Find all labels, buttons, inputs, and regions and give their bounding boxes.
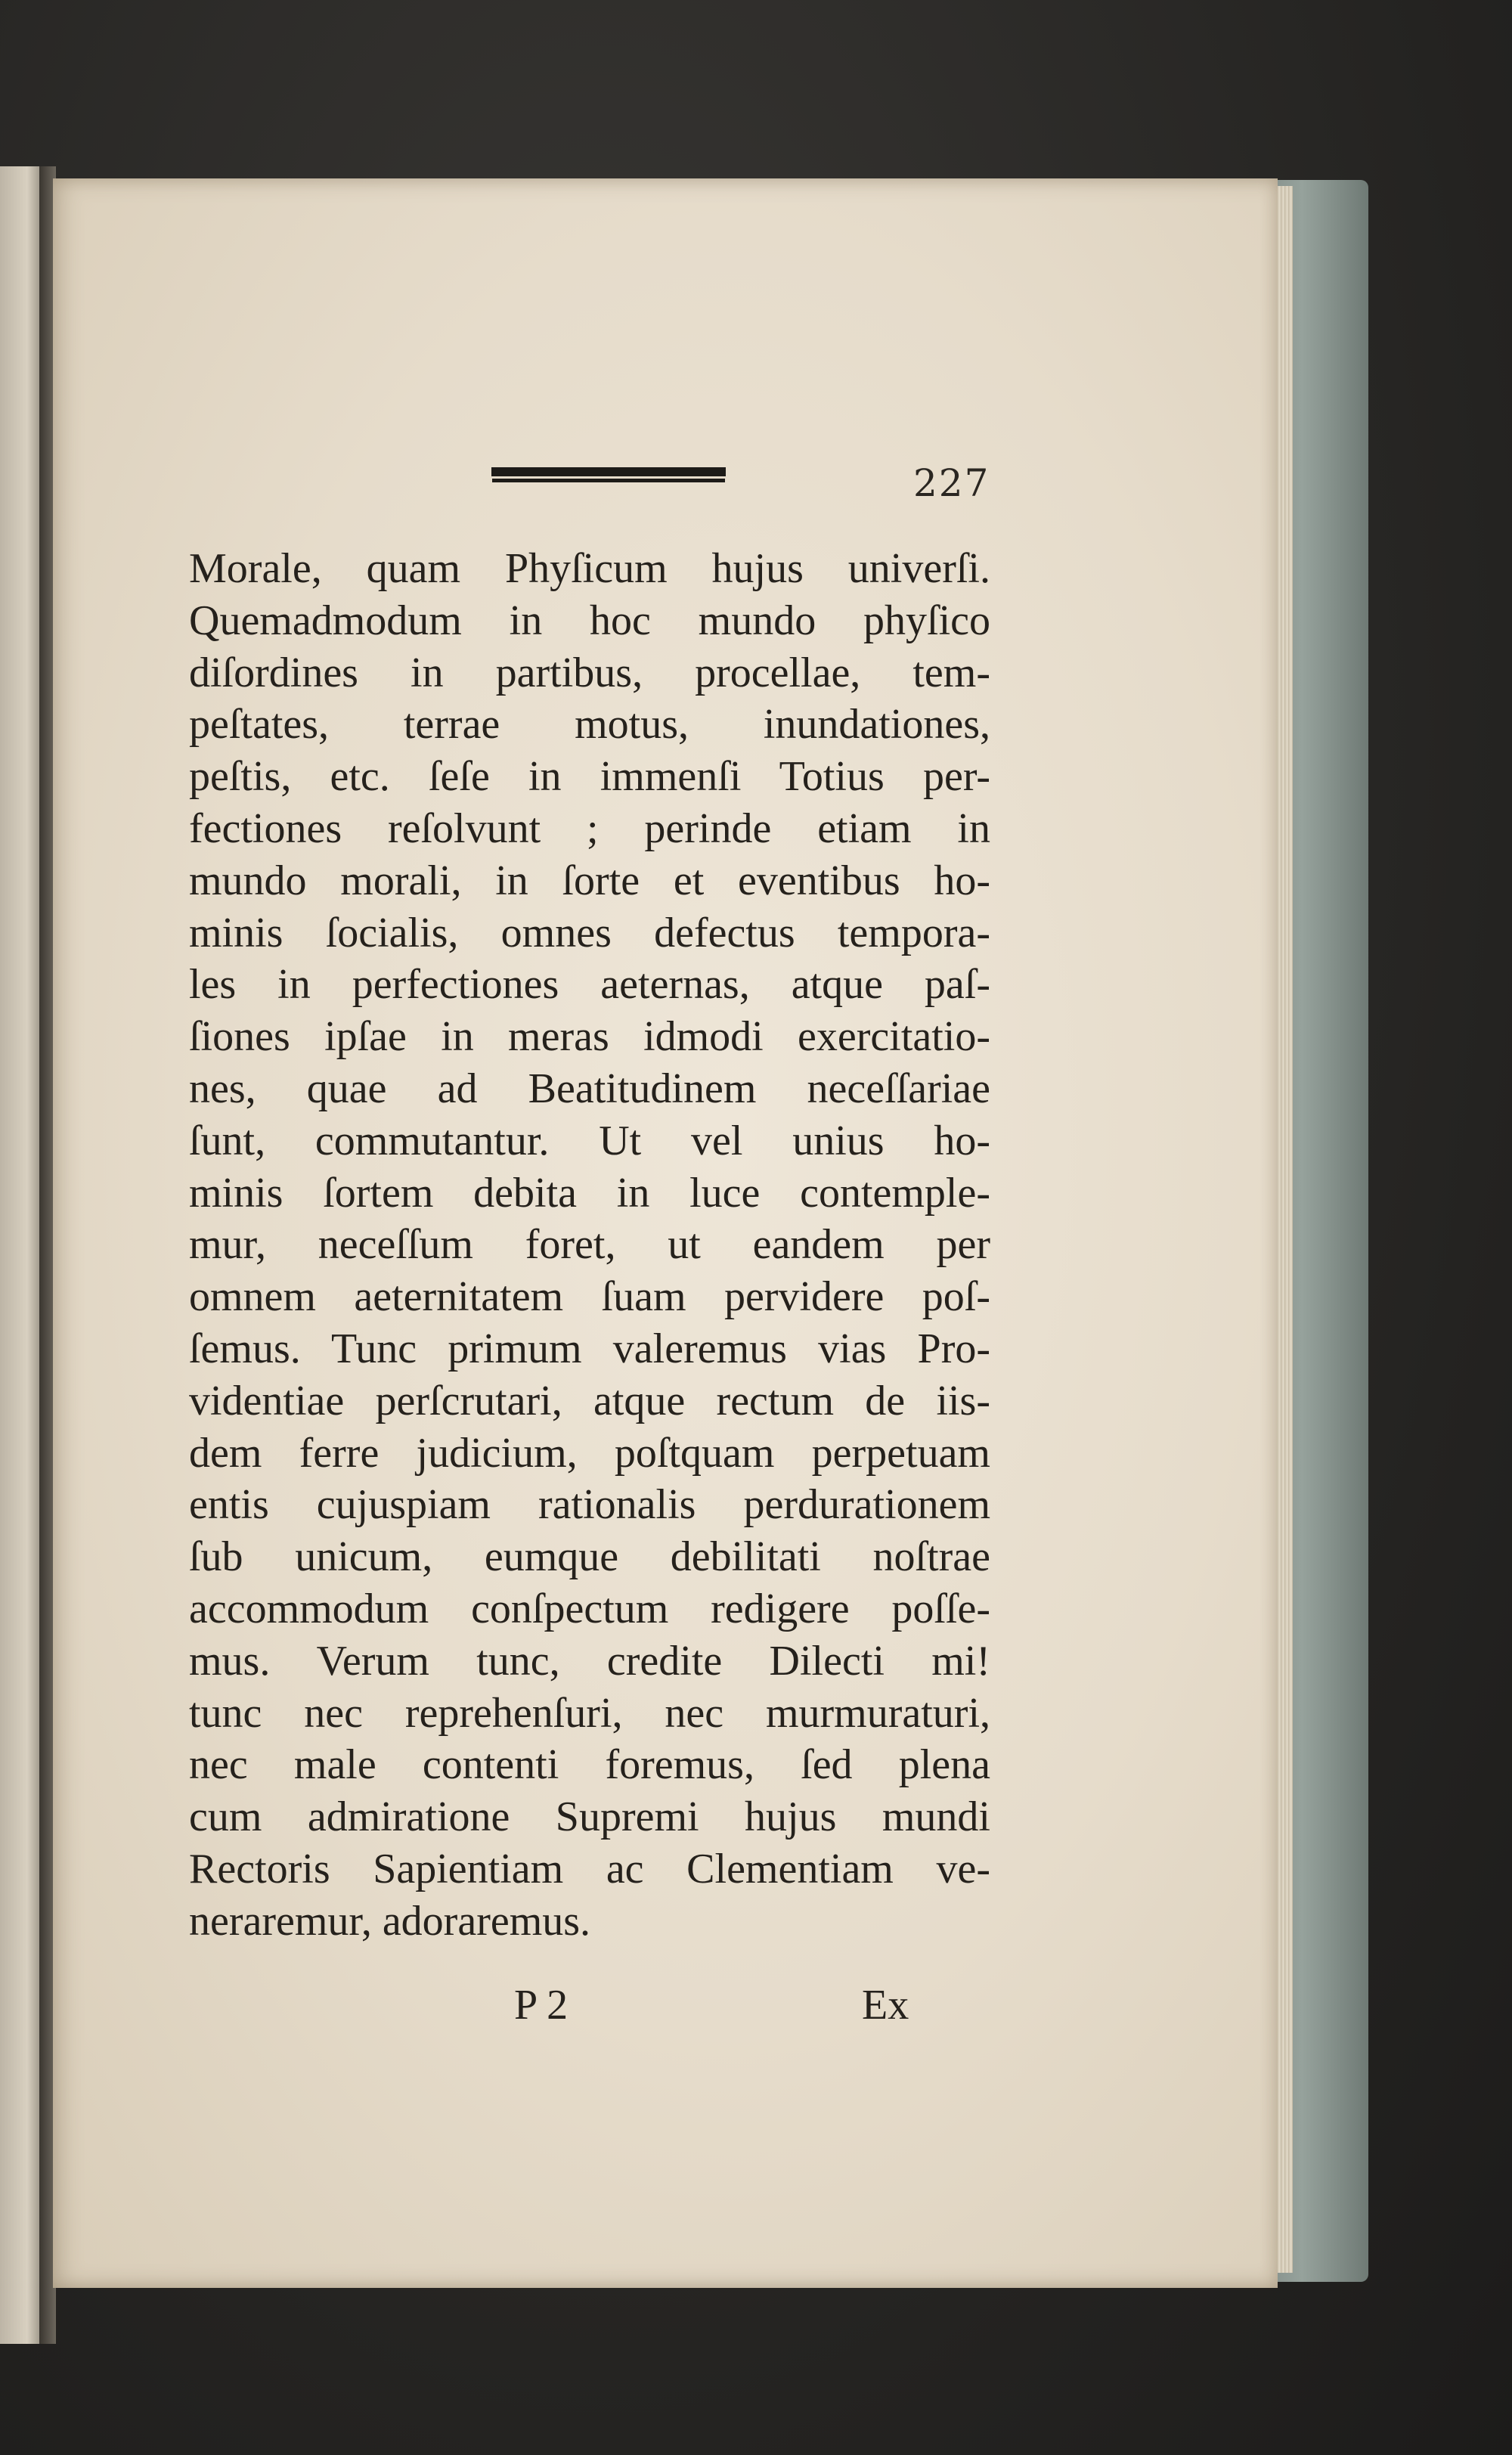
page-number: 227: [913, 461, 990, 505]
text-line: peſtis, etc. ſeſe in immenſi Totius per-: [189, 753, 990, 801]
text-line: peſtates, terrae motus, inundationes,: [189, 701, 990, 749]
text-line: entis cujuspiam rationalis perdurationem: [189, 1481, 990, 1529]
text-line: tunc nec reprehenſuri, nec murmuraturi,: [189, 1689, 990, 1737]
text-line: Morale, quam Phyſicum hujus univerſi.: [189, 545, 990, 592]
text-line: minis ſortem debita in luce contemple-: [189, 1169, 990, 1217]
text-line: minis ſocialis, omnes defectus tempora-: [189, 909, 990, 956]
text-line: nec male contenti foremus, ſed plena: [189, 1741, 990, 1789]
text-line: nes, quae ad Beatitudinem neceſſariae: [189, 1065, 990, 1112]
text-line: fectiones reſolvunt ; perinde etiam in: [189, 804, 990, 852]
text-line: ſunt, commutantur. Ut vel unius ho-: [189, 1117, 990, 1164]
text-line: ſemus. Tunc primum valeremus vias Pro-: [189, 1325, 990, 1372]
text-line: mundo morali, in ſorte et eventibus ho-: [189, 857, 990, 904]
text-line: Quemadmodum in hoc mundo phyſico: [189, 597, 990, 644]
text-line: omnem aeternitatem ſuam pervidere poſ-: [189, 1273, 990, 1321]
text-line: ſiones ipſae in meras idmodi exercitatio-: [189, 1013, 990, 1061]
body-text: [189, 543, 990, 1948]
signature-mark: P 2: [514, 1982, 569, 2029]
text-line: diſordines in partibus, procellae, tem-: [189, 649, 990, 696]
text-line: videntiae perſcrutari, atque rectum de iis-: [189, 1377, 990, 1424]
text-line: neraremur, adoraremus.: [189, 1897, 591, 1945]
text-line: accommodum conſpectum redigere poſſe-: [189, 1585, 990, 1632]
text-line: ſub unicum, eumque debilitati noſtrae: [189, 1533, 990, 1581]
text-line: Rectoris Sapientiam ac Clementiam ve-: [189, 1845, 990, 1892]
catchword: Ex: [862, 1982, 909, 2029]
text-line: mur, neceſſum foret, ut eandem per: [189, 1221, 990, 1269]
text-line: les in perfectiones aeternas, atque paſ-: [189, 961, 990, 1009]
header-rule: [491, 467, 726, 479]
page-footer: [189, 1981, 990, 2034]
left-page-edge: [0, 166, 45, 2344]
text-line: mus. Verum tunc, credite Dilecti mi!: [189, 1637, 990, 1685]
text-line: cum admiratione Supremi hujus mundi: [189, 1793, 990, 1841]
text-line: dem ferre judicium, poſtquam perpetuam: [189, 1429, 990, 1477]
